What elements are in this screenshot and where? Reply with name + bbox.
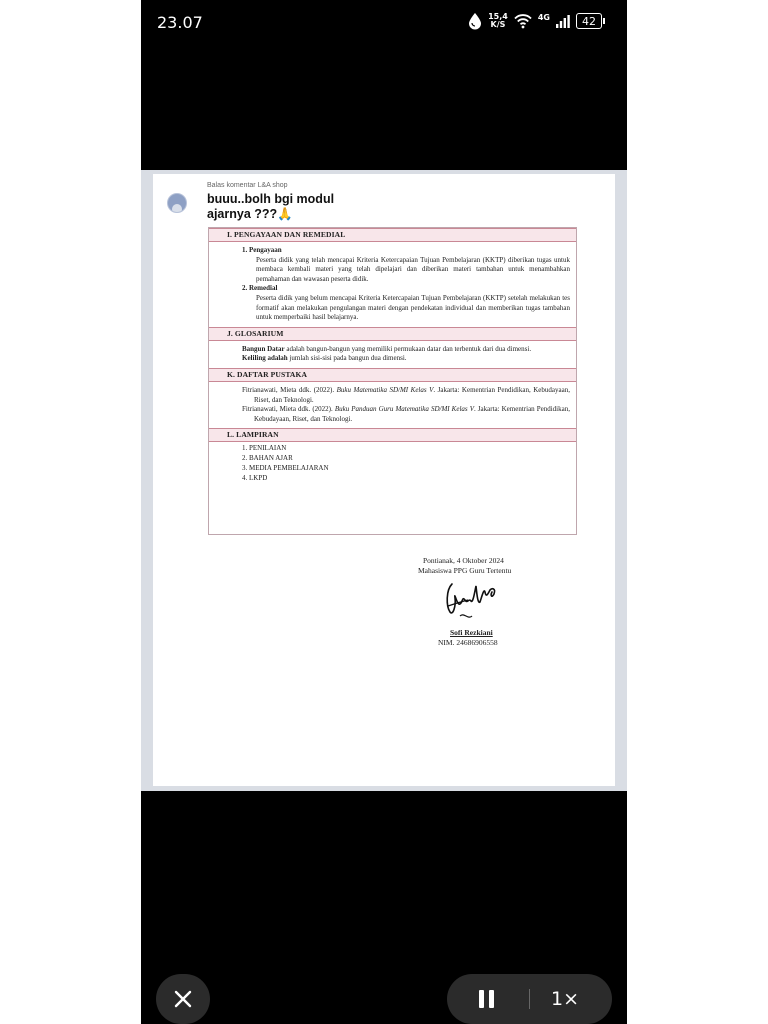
section-heading-glosarium: J. GLOSARIUM bbox=[209, 327, 576, 341]
status-bar bbox=[141, 0, 627, 44]
signer-nim: NIM. 24686906558 bbox=[438, 638, 498, 647]
pause-icon[interactable] bbox=[477, 989, 497, 1009]
playback-speed-button[interactable]: 1× bbox=[551, 988, 580, 1010]
avatar bbox=[167, 193, 187, 213]
wifi-icon bbox=[514, 13, 532, 29]
glossary-term: Bangun Datar bbox=[242, 344, 285, 353]
section-heading-pustaka: K. DAFTAR PUSTAKA bbox=[209, 368, 576, 382]
divider bbox=[529, 989, 530, 1009]
signature-role: Mahasiswa PPG Guru Tertentu bbox=[418, 566, 512, 575]
list-item: 1. PENILAIAN bbox=[242, 444, 287, 453]
section-lampiran bbox=[209, 442, 576, 487]
signal-icon bbox=[556, 14, 570, 28]
network-speed-value: 15,4 bbox=[488, 12, 508, 21]
close-icon bbox=[174, 990, 192, 1008]
battery-icon bbox=[576, 13, 605, 29]
reference-author: Fitrianawati, Mieta ddk. (2022). bbox=[242, 385, 337, 394]
status-time: 23.07 bbox=[157, 13, 203, 32]
close-button[interactable] bbox=[156, 974, 210, 1024]
list-item: 2. BAHAN AJAR bbox=[242, 454, 293, 463]
reference-publisher: . Jakarta: Kementrian Pendidikan, Kebudayaan, Riset, dan Teknologi. bbox=[254, 385, 570, 404]
section-heading-pengayaan: I. PENGAYAAN DAN REMEDIAL bbox=[209, 228, 576, 242]
battery-level: 42 bbox=[582, 14, 596, 28]
status-icons bbox=[468, 12, 605, 30]
glossary-definition: jumlah sisi-sisi pada bangun dua dimensi. bbox=[287, 354, 407, 363]
document-image bbox=[141, 170, 627, 791]
list-item: 3. MEDIA PEMBELAJARAN bbox=[242, 463, 329, 472]
reference-entry bbox=[242, 405, 570, 424]
section-heading-lampiran: L. LAMPIRAN bbox=[209, 428, 576, 442]
glossary-term: Keliling adalah bbox=[242, 354, 288, 363]
remedial-body: Peserta didik yang belum mencapai Kriteria Ketercapaian Tujuan Pembelajaran (KKTP) setelah melakukan tes formatif akan melakukan pengulangan materi dengan pendekatan individual dan memberikan tugas tambahan untuk memperbaiki hasil belajarnya. bbox=[256, 293, 570, 322]
list-item: 4. LKPD bbox=[242, 473, 268, 482]
network-speed-unit: K/S bbox=[490, 20, 506, 29]
playback-controls bbox=[447, 974, 612, 1024]
reference-author: Fitrianawati, Mieta ddk. (2022). bbox=[242, 405, 335, 414]
reference-entry bbox=[242, 386, 570, 405]
module-content-box bbox=[208, 227, 577, 535]
glossary-entry bbox=[242, 354, 568, 364]
signer-name: Sofi Rezkiani bbox=[450, 628, 493, 637]
glossary-definition: adalah bangun-bangun yang memiliki permukaan datar dan terbentuk dari dua dimensi. bbox=[284, 344, 532, 353]
pengayaan-title: 1. Pengayaan bbox=[242, 246, 282, 254]
section-pengayaan bbox=[209, 242, 576, 327]
phone-screen bbox=[141, 0, 627, 1024]
reply-comment-text: buuu..bolh bgi modul ajarnya ???🙏 bbox=[207, 192, 335, 221]
section-pustaka bbox=[209, 382, 576, 428]
section-glosarium bbox=[209, 341, 576, 368]
network-speed bbox=[488, 13, 508, 29]
reference-title: Buku Matematika SD/MI Kelas V bbox=[336, 385, 434, 394]
document-page bbox=[153, 174, 615, 786]
glossary-entry bbox=[242, 345, 568, 355]
reference-title: Buku Panduan Guru Matematika SD/MI Kelas V bbox=[334, 405, 474, 414]
remedial-title: 2. Remedial bbox=[242, 284, 278, 293]
network-type: 4G bbox=[537, 12, 550, 22]
reply-comment-meta: Balas komentar L&A shop bbox=[207, 182, 288, 189]
signature-date: Pontianak, 4 Oktober 2024 bbox=[423, 556, 504, 565]
reference-publisher: . Jakarta: Kementrian Pendidikan, Kebudayaan, Riset, dan Teknologi. bbox=[254, 405, 570, 423]
handwritten-signature bbox=[444, 576, 520, 626]
drop-icon bbox=[468, 12, 482, 30]
pengayaan-body: Peserta didik yang telah mencapai Kriteria Ketercapaian Tujuan Pembelajaran (KKTP) diberikan tugas untuk membaca kembali materi yang telah dipelajari dan diberikan materi tambahan untuk menambahkan pemahaman dan wawasan peserta didik. bbox=[256, 255, 570, 283]
